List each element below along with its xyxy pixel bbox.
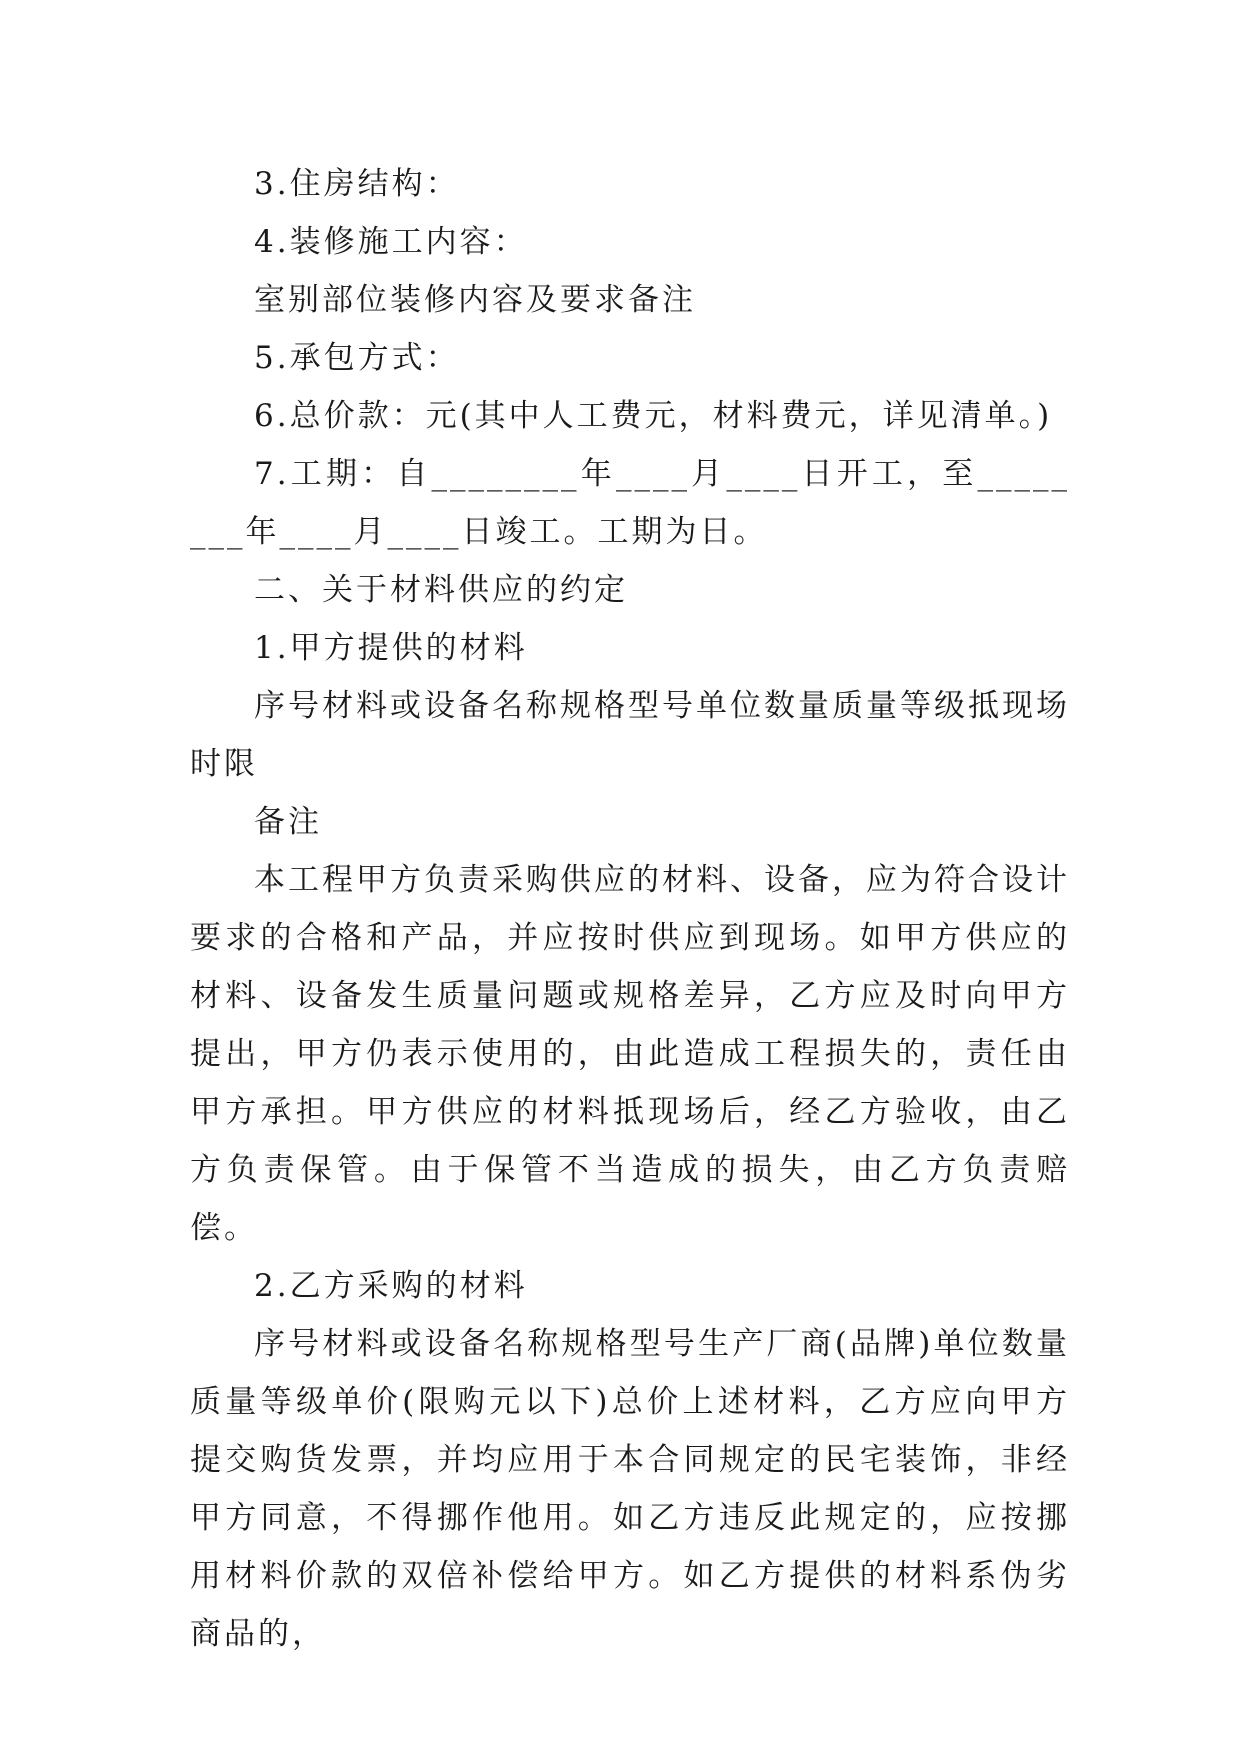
- paragraph-construction-period: 7.工期：自________年____月____日开工，至________年____月____日竣工。工期为日。: [190, 456, 1070, 550]
- section-heading-material-supply: 二、关于材料供应的约定: [254, 572, 628, 608]
- paragraph-total-price: 6.总价款：元(其中人工费元，材料费元，详见清单。): [254, 398, 1053, 434]
- paragraph-renovation-content: 4.装修施工内容：: [254, 224, 528, 260]
- paragraph-remarks: 备注: [254, 804, 322, 840]
- paragraph-room-table-header: 室别部位装修内容及要求备注: [254, 282, 696, 318]
- document-body: [190, 155, 1070, 1663]
- subheading-party-a-materials: 1.甲方提供的材料: [254, 630, 528, 666]
- paragraph-party-a-table-header: 序号材料或设备名称规格型号单位数量质量等级抵现场时限: [190, 688, 1070, 782]
- paragraph-contract-method: 5.承包方式：: [254, 340, 460, 376]
- subheading-party-b-materials: 2.乙方采购的材料: [254, 1268, 528, 1304]
- paragraph-housing-structure: 3.住房结构：: [254, 166, 460, 202]
- paragraph-party-a-terms: 本工程甲方负责采购供应的材料、设备，应为符合设计要求的合格和产品，并应按时供应到现场。如甲方供应的材料、设备发生质量问题或规格差异，乙方应及时向甲方提出，甲方仍表示使用的，由此造成工程损失的，责任由甲方承担。甲方供应的材料抵现场后，经乙方验收，由乙方负责保管。由于保管不当造成的损失，由乙方负责赔偿。: [190, 862, 1070, 1246]
- paragraph-party-b-terms: 序号材料或设备名称规格型号生产厂商(品牌)单位数量质量等级单价(限购元以下)总价上述材料，乙方应向甲方提交购货发票，并均应用于本合同规定的民宅装饰，非经甲方同意，不得挪作他用。如乙方违反此规定的，应按挪用材料价款的双倍补偿给甲方。如乙方提供的材料系伪劣商品的，: [190, 1326, 1070, 1652]
